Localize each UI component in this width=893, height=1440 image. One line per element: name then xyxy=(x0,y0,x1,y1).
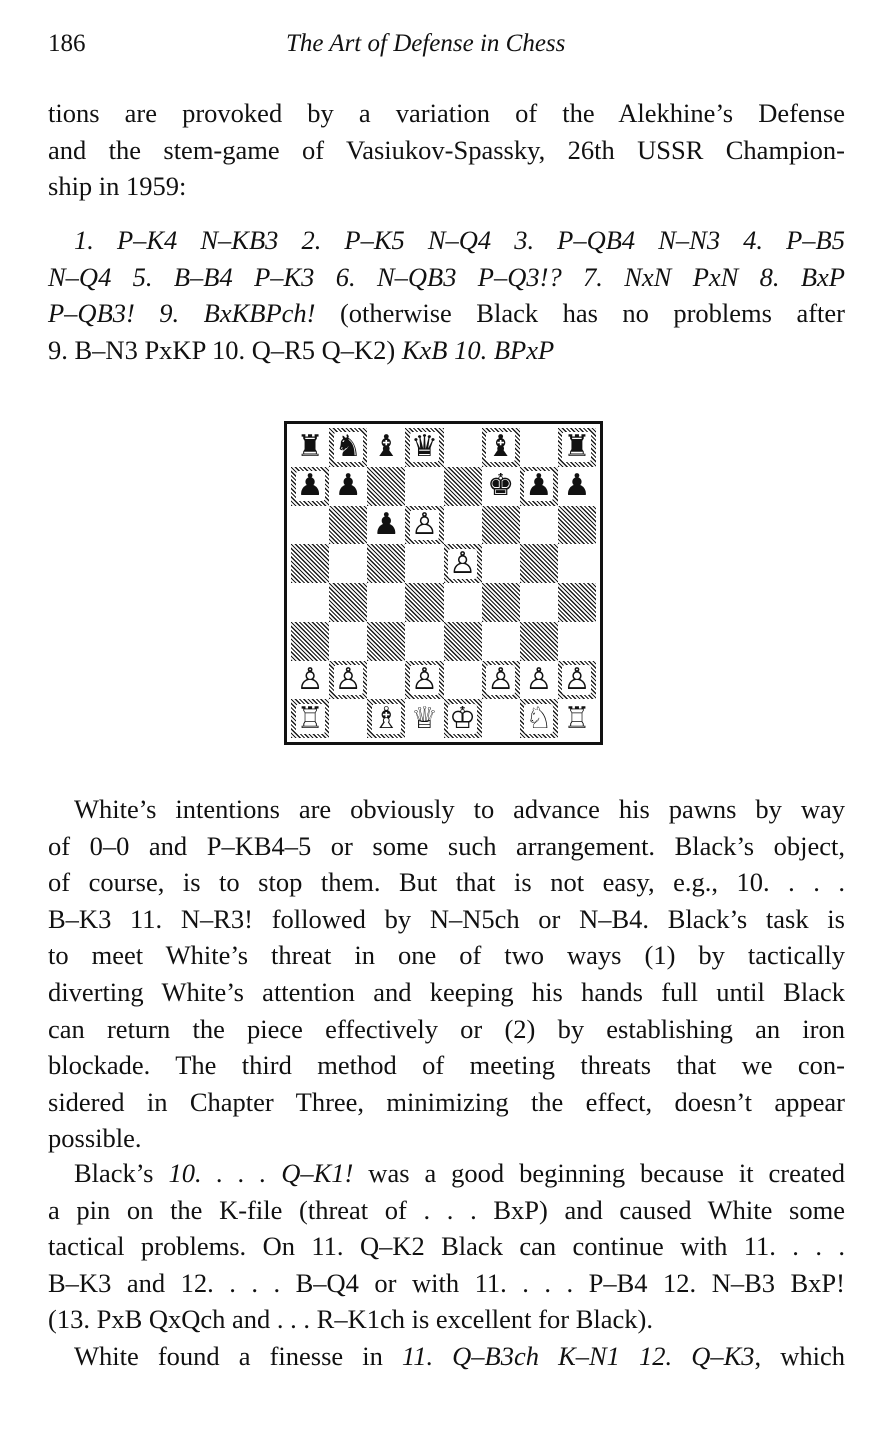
board-square xyxy=(482,699,520,738)
board-square xyxy=(329,544,367,583)
black-knight-icon: ♞ xyxy=(334,429,362,465)
move-text: 11. Q–B3ch K–N1 12. Q–K3 xyxy=(401,1340,755,1371)
chess-diagram xyxy=(284,421,603,745)
board-square xyxy=(482,661,520,700)
board-square xyxy=(405,544,443,583)
board-square xyxy=(367,506,405,545)
white-pawn-icon: ♙ xyxy=(334,661,362,697)
board-square xyxy=(558,699,596,738)
board-square xyxy=(482,544,520,583)
board-square xyxy=(291,428,329,467)
text-line: of course, is to stop them. But that is not easy, e.g., 10. . . . xyxy=(48,867,845,898)
white-pawn-icon: ♙ xyxy=(296,661,324,697)
black-pawn-icon: ♟ xyxy=(372,506,400,542)
board-square xyxy=(329,467,367,506)
move-text: 10. . . . Q–K1! xyxy=(168,1158,354,1188)
text-line: diverting White’s attention and keeping his hands full until Black xyxy=(48,976,845,1007)
board-square xyxy=(520,661,558,700)
move-line xyxy=(48,295,845,332)
move-text: KxB 10. BPxP xyxy=(401,334,555,365)
board-square xyxy=(367,467,405,506)
text-line: blockade. The third method of meeting threats that we con- xyxy=(48,1050,845,1081)
white-rook-icon: ♖ xyxy=(296,700,324,736)
board-square xyxy=(291,544,329,583)
board-square xyxy=(367,661,405,700)
white-bishop-icon: ♗ xyxy=(372,700,400,736)
board-square xyxy=(329,583,367,622)
text-line: to meet White’s threat in one of two ways (1) by tactically xyxy=(48,940,845,971)
board-square xyxy=(291,506,329,545)
board-square xyxy=(444,506,482,545)
white-knight-icon: ♘ xyxy=(525,700,553,736)
board-square xyxy=(367,428,405,467)
paragraph-intro xyxy=(48,95,845,205)
board-square xyxy=(558,506,596,545)
page-number: 186 xyxy=(48,30,86,57)
chess-board xyxy=(291,428,596,738)
board-square xyxy=(482,467,520,506)
move-list xyxy=(48,222,845,368)
board-square xyxy=(367,699,405,738)
black-pawn-icon: ♟ xyxy=(525,468,553,504)
black-king-icon: ♚ xyxy=(487,468,515,504)
text-line: tactical problems. On 11. Q–K2 Black can continue with 11. . . . xyxy=(48,1231,845,1262)
board-square xyxy=(329,506,367,545)
text-line: White’s intentions are obviously to advance his pawns by way xyxy=(74,794,845,824)
board-square xyxy=(558,467,596,506)
board-square xyxy=(367,583,405,622)
board-square xyxy=(291,622,329,661)
board-square xyxy=(367,544,405,583)
move-line xyxy=(48,332,845,369)
board-square xyxy=(558,428,596,467)
board-square xyxy=(405,661,443,700)
text-line: of 0–0 and P–KB4–5 or some such arrangement. Black’s object, xyxy=(48,830,845,861)
text-line: tions are provoked by a variation of the Alekhine’s Defense xyxy=(48,98,845,128)
board-square xyxy=(520,583,558,622)
board-square xyxy=(520,428,558,467)
board-square xyxy=(444,661,482,700)
white-pawn-icon: ♙ xyxy=(410,506,438,542)
board-square xyxy=(520,544,558,583)
text-line: a pin on the K-file (threat of . . . BxP) and caused White some xyxy=(48,1194,845,1225)
text-line: B–K3 11. N–R3! followed by N–N5ch or N–B4. Black’s task is xyxy=(48,903,845,934)
board-square xyxy=(558,661,596,700)
board-square xyxy=(405,622,443,661)
board-square xyxy=(405,699,443,738)
black-bishop-icon: ♝ xyxy=(372,429,400,465)
text-run: Black’s xyxy=(74,1158,169,1188)
board-square xyxy=(405,467,443,506)
running-title: The Art of Defense in Chess xyxy=(286,30,566,57)
black-rook-icon: ♜ xyxy=(563,429,591,465)
text-line: and the stem-game of Vasiukov-Spassky, 26th USSR Champion- xyxy=(48,134,845,165)
board-square xyxy=(482,428,520,467)
black-bishop-icon: ♝ xyxy=(487,429,515,465)
white-pawn-icon: ♙ xyxy=(563,661,591,697)
board-square xyxy=(405,428,443,467)
board-square xyxy=(405,583,443,622)
text-line: possible. xyxy=(48,1123,142,1154)
text-line: sidered in Chapter Three, minimizing the effect, doesn’t appear xyxy=(48,1086,845,1117)
board-square xyxy=(520,506,558,545)
board-square xyxy=(444,699,482,738)
board-square xyxy=(405,506,443,545)
board-square xyxy=(520,622,558,661)
text-run: , which xyxy=(754,1340,845,1371)
board-square xyxy=(558,544,596,583)
text-line: can return the piece effectively or (2) by establishing an iron xyxy=(48,1013,845,1044)
white-pawn-icon: ♙ xyxy=(525,661,553,697)
move-text: P–QB3! 9. BxKBPch! xyxy=(48,298,316,329)
board-square xyxy=(329,661,367,700)
page-header xyxy=(48,30,845,70)
black-pawn-icon: ♟ xyxy=(334,468,362,504)
white-rook-icon: ♖ xyxy=(563,700,591,736)
board-square xyxy=(367,622,405,661)
board-square xyxy=(444,544,482,583)
text-line xyxy=(48,1338,845,1375)
black-pawn-icon: ♟ xyxy=(563,468,591,504)
white-pawn-icon: ♙ xyxy=(410,661,438,697)
board-square xyxy=(444,467,482,506)
board-square xyxy=(482,506,520,545)
move-line: 1. P–K4 N–KB3 2. P–K5 N–Q4 3. P–QB4 N–N3 4. P–B5 xyxy=(74,225,845,255)
board-square xyxy=(291,699,329,738)
board-square xyxy=(329,428,367,467)
text-run: was a good beginning because it created xyxy=(353,1158,845,1188)
text-run: White found a finesse in xyxy=(74,1340,402,1371)
black-queen-icon: ♛ xyxy=(410,429,438,465)
text-line: B–K3 and 12. . . . B–Q4 or with 11. . . . P–B4 12. N–B3 BxP! xyxy=(48,1267,845,1298)
board-square xyxy=(329,699,367,738)
white-queen-icon: ♕ xyxy=(410,700,438,736)
white-pawn-icon: ♙ xyxy=(487,661,515,697)
board-square xyxy=(520,467,558,506)
text-line: (13. PxB QxQch and . . . R–K1ch is excellent for Black). xyxy=(48,1304,653,1335)
paragraph-analysis xyxy=(48,791,845,1157)
white-king-icon: ♔ xyxy=(449,700,477,736)
board-square xyxy=(329,622,367,661)
paragraph-continuation xyxy=(48,1155,845,1375)
text-line: ship in 1959: xyxy=(48,171,187,202)
move-comment: (otherwise Black has no problems after xyxy=(315,298,845,329)
board-square xyxy=(558,583,596,622)
board-square xyxy=(291,583,329,622)
board-square xyxy=(482,622,520,661)
board-square xyxy=(291,661,329,700)
move-line: N–Q4 5. B–B4 P–K3 6. N–QB3 P–Q3!? 7. NxN PxN 8. BxP xyxy=(48,261,845,292)
board-square xyxy=(444,622,482,661)
move-comment: 9. B–N3 PxKP 10. Q–R5 Q–K2) xyxy=(48,334,402,365)
black-rook-icon: ♜ xyxy=(296,429,324,465)
board-square xyxy=(291,467,329,506)
board-square xyxy=(444,583,482,622)
board-square xyxy=(482,583,520,622)
board-square xyxy=(558,622,596,661)
white-pawn-icon: ♙ xyxy=(449,545,477,581)
text-line xyxy=(48,1155,845,1192)
board-square xyxy=(444,428,482,467)
black-pawn-icon: ♟ xyxy=(296,468,324,504)
board-square xyxy=(520,699,558,738)
